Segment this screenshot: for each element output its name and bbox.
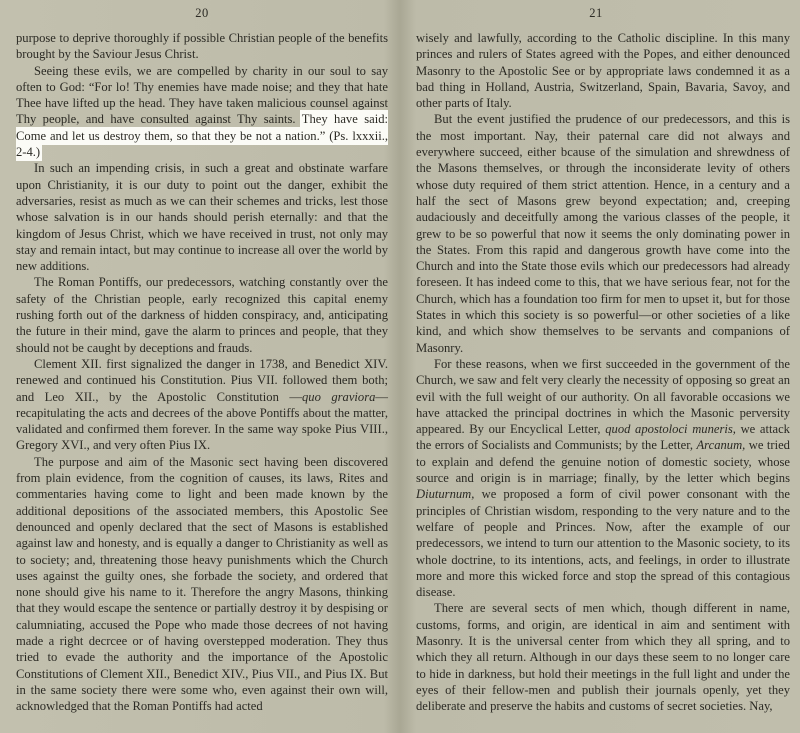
highlighted-text: They have said: Come and let us destroy them, so that they be not a nation.” (Ps. lxxxii., 2-4.): [16, 112, 388, 160]
paragraph: The purpose and aim of the Masonic sect having been discovered from plain evidence, from the cognition of causes, its laws, Rites and commentaries having come to light and been made known by the additional depositions of the associated members, this Apostolic See denounced and openly declared that the sect of Masons is established against law and honesty, and is equally a danger to Christianity as well as to society; and, threatening those heavy punishments which the Church uses against the guilty ones, she forbade the society, and ordered that none should give his name to it. Therefore the angry Masons, thinking that they would escape the sentence or partially destroy it by despising or calumniating, accused the Pope who made those decrees of not having made a right decrcee or of having overstepped moderation. They thus tried to evade the authority and the importance of the Apostolic Constitutions of Clement XII., Benedict XIV., Pius VII., and Pius IX. But in the same society there were some who, even against their own will, acknowledged that the Roman Pontiffs had acted: [16, 454, 388, 714]
paragraph: There are several sects of men which, though different in name, customs, forms, and origin, are identical in aim and sentiment with Masonry. It is the universal center from which they all spring, and to which they all return. Although in our days these seem to no longer care to hide in darkness, but hold their meetings in the full light and under the eyes of their fellow-men and publish their journals openly, yet they deliberate and preserve the habits and customs of secret societies. Nay,: [416, 601, 790, 714]
italic-title: quod apostoloci muneris,: [605, 422, 736, 437]
italic-title: quo graviora: [301, 389, 376, 404]
paragraph: In such an impending crisis, in such a great and obstinate warfare upon Christianity, it is our duty to point out the danger, exhibit the adversaries, resist as much as we can their schemes and tricks, lest those whose salvation is in our hands should perish eternally: and that the kingdom of Jesus Christ, which we have received in trust, not only may stay and remain intact, but may continue to increase all over the world by new additions.: [16, 161, 388, 274]
paragraph-text: we attack the errors of Socialists and Communists; by the Letter,: [416, 422, 790, 453]
paragraph: purpose to deprive thoroughly if possible Christian people of the benefits brought by the Saviour Jesus Christ.: [16, 31, 388, 62]
paragraph: wisely and lawfully, according to the Catholic discipline. In this many princes and rulers of States agreed with the Popes, and either denounced Masonry to the Apostolic See or by appropriate laws condemned it as a bad thing in Holland, Austria, Switzerland, Spain, Bavaria, Savoy, and other parts of Italy.: [416, 31, 790, 111]
paragraph: [16, 356, 388, 454]
paragraph-text: For these reasons, when we first succeeded in the government of the Church, we saw and felt very clearly the necessity of opposing so great an evil with the full weight of our authority. On all favorable occasions we have attacked the principal doctrines in which the Masonic perversity appeared. By our Encyclical Letter,: [416, 356, 790, 437]
paragraph-text: Seeing these evils, we are compelled by charity in our soul to say often to God: “For lo! Thy enemies have made noise; and they that hate Thee have lifted up the head. They have taken malicious counsel against Thy people, and have consulted against Thy saints.: [16, 63, 388, 127]
paragraph: [416, 356, 790, 600]
paragraph-text: Clement XII. first signalized the danger in 1738, and Benedict XIV. renewed and continued his Constitution. Pius VII. followed them both; and Leo XII., by the Apostolic Constitution —: [16, 356, 388, 404]
paragraph-text: we proposed a form of civil power consonant with the principles of Christian wisdom, responding to the very nature and to the welfare of people and Princes. Now, after the example of our predecessors, we intend to turn our attention to the Masonic society, to its whole doctrine, to its intentions, acts, and feelings, in order to illustrate more and more this wicked force and stop the spread of this contagious disease.: [416, 487, 790, 600]
paragraph-text: we tried to explain and defend the genuine notion of domestic society, whose source and origin is in marriage; finally, by the letter which begins: [416, 438, 790, 486]
page-number-right: 21: [589, 6, 603, 20]
page-number-left: 20: [195, 6, 209, 20]
paragraph: But the event justified the prudence of our predecessors, and this is the most important. Nay, their paternal care did not always and everywhere succeed, either bcause of the simulation and shrewdness of the Masons themselves, or through the inconsiderate levity of others whose duty required of them strict attention. Hence, in a century and a half the sect of Masons grew beyond expectation; and, creeping audaciously and deceitfully among the various classes of the people, it grew to be so powerful that now it seems the only dominating power in the States. From this rapid and dangerous growth have come into the Church and into the State those evils which our predecessors had already foreseen. It has indeed come to this, that we have serious fear, not for the Church, which has a foundation too firm for men to upset it, but for those States in which this society is so powerful—or other societies of a like kind, and which show themselves to be servants and companions of Masonry.: [416, 112, 790, 355]
paragraph-highlighted-quote: [16, 63, 388, 161]
italic-title: Arcanum,: [696, 438, 746, 453]
right-page: [402, 0, 800, 733]
italic-title: Diuturnum,: [416, 487, 475, 502]
paragraph: The Roman Pontiffs, our predecessors, watching constantly over the safety of the Christian people, early recognized this capital enemy rushing forth out of the darkness of hidden conspiracy, and, anticipating the future in their mind, gave the alarm to princes and people, that they should not be caught by deceptions and frauds.: [16, 275, 388, 355]
paragraph-text: —recapitulating the acts and decrees of the above Pontiffs about the matter, validated and confirmed them forever. In the same way spoke Pius VIII., Gregory XVI., and very often Pius IX.: [16, 389, 388, 453]
